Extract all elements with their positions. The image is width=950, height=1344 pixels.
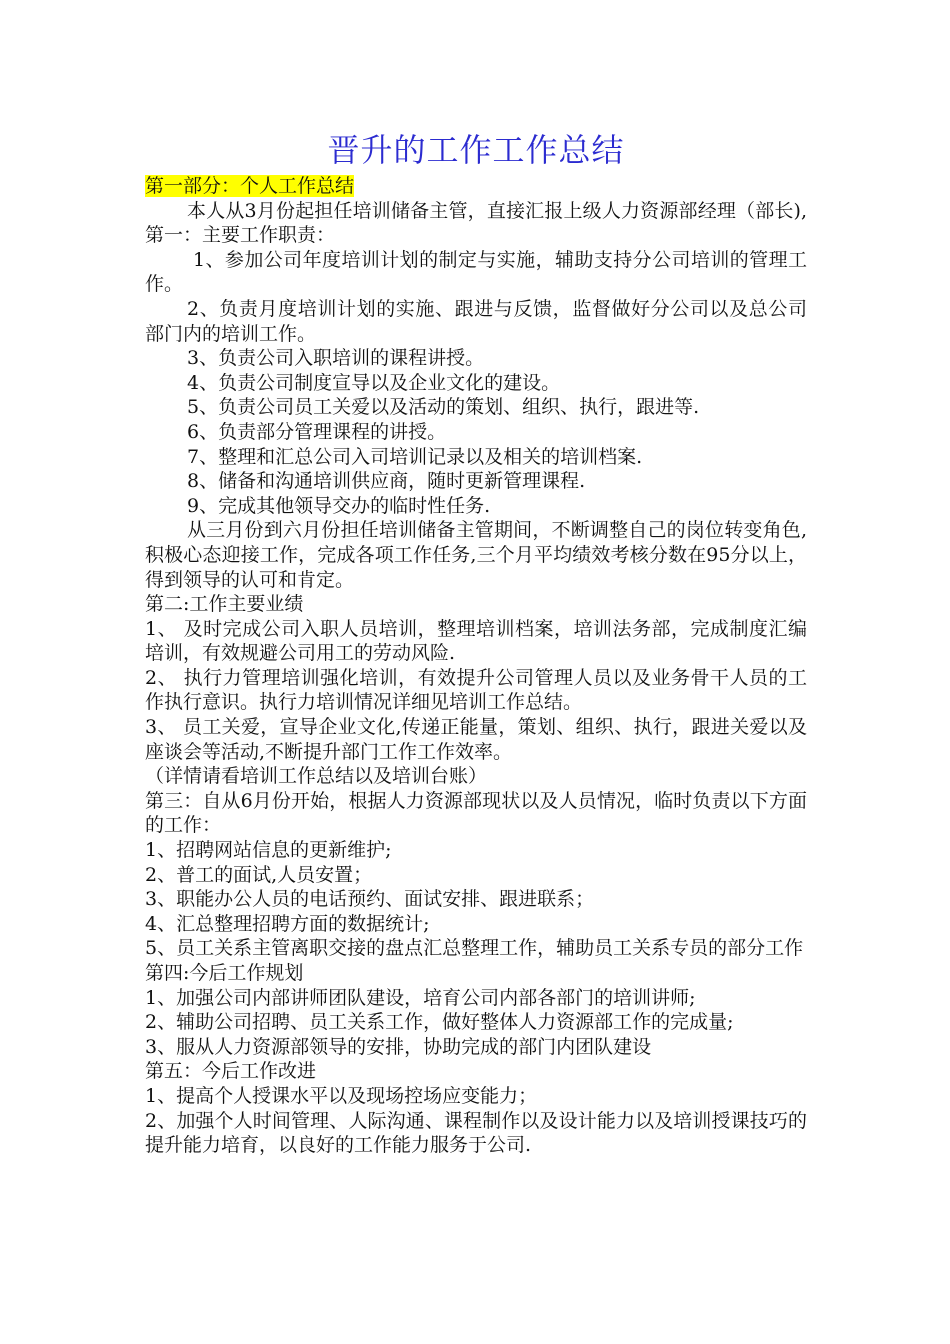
document-title: 晋升的工作工作总结: [327, 131, 625, 169]
achievement-item: 1、 及时完成公司入职人员培训，整理培训档案，培训法务部，完成制度汇编培训，有效规避公司用工的劳动风险.: [145, 617, 807, 665]
part1-heading: [145, 174, 807, 199]
part3-heading: 第三：自从6月份开始，根据人力资源部现状以及人员情况，临时负责以下方面的工作：: [145, 789, 807, 837]
plan-item: 3、服从人力资源部领导的安排，协助完成的部门内团队建设: [145, 1035, 652, 1058]
temp-duty-item: 2、普工的面试,人员安置；: [145, 863, 373, 886]
duty-item: 6、负责部分管理课程的讲授。: [187, 420, 447, 443]
duty-item: 8、储备和沟通培训供应商，随时更新管理课程.: [187, 470, 586, 493]
duty-item: 5、负责公司员工关爱以及活动的策划、组织、执行，跟进等.: [187, 396, 700, 419]
achievement-note: （详情请看培训工作总结以及培训台账）: [145, 765, 488, 788]
part1-summary: 从三月份到六月份担任培训储备主管期间，不断调整自己的岗位转变角色,积极心态迎接工作，完成各项工作任务,三个月平均绩效考核分数在95分以上，得到领导的认可和肯定。: [145, 519, 807, 591]
duty-item: 2、负责月度培训计划的实施、跟进与反馈，监督做好分公司以及总公司部门内的培训工作。: [145, 297, 807, 345]
part5-heading: 第五：今后工作改进: [145, 1060, 317, 1083]
improvement-item: 2、加强个人时间管理、人际沟通、课程制作以及设计能力以及培训授课技巧的提升能力培育，以良好的工作能力服务于公司.: [145, 1109, 807, 1157]
achievement-item: 3、 员工关爱，宣导企业文化,传递正能量，策划、组织、执行，跟进关爱以及座谈会等活动,不断提升部门工作工作效率。: [145, 716, 807, 763]
duty-item: 7、整理和汇总公司入司培训记录以及相关的培训档案.: [187, 445, 643, 468]
document-page: [145, 128, 807, 1158]
plan-item: 2、辅助公司招聘、员工关系工作，做好整体人力资源部工作的完成量;: [145, 1011, 734, 1034]
part1-intro: 本人从3月份起担任培训储备主管，直接汇报上级人力资源部经理（部长),第一：主要工作职责：: [145, 199, 807, 247]
temp-duty-item: 3、职能办公人员的电话预约、面试安排、跟进联系；: [145, 888, 595, 911]
plan-item: 1、加强公司内部讲师团队建设，培育公司内部各部门的培训讲师;: [145, 986, 696, 1009]
duty-item: 4、负责公司制度宣导以及企业文化的建设。: [187, 371, 561, 394]
improvement-item: 1、提高个人授课水平以及现场控场应变能力；: [145, 1084, 538, 1107]
temp-duty-item: 4、汇总整理招聘方面的数据统计;: [145, 912, 430, 935]
duty-item: 3、负责公司入职培训的课程讲授。: [187, 347, 485, 370]
part2-heading: 第二:工作主要业绩: [145, 593, 304, 616]
temp-duty-item: 1、招聘网站信息的更新维护;: [145, 839, 392, 862]
duty-item: 1、参加公司年度培训计划的制定与实施，辅助支持分公司培训的管理工作。: [145, 248, 807, 296]
part4-heading: 第四:今后工作规划: [145, 962, 304, 984]
duty-item: 9、完成其他领导交办的临时性任务.: [187, 494, 491, 517]
achievement-item: 2、 执行力管理培训强化培训，有效提升公司管理人员以及业务骨干人员的工作执行意识。执行力培训情况详细见培训工作总结。: [145, 666, 807, 714]
temp-duty-item: 5、员工关系主管离职交接的盘点汇总整理工作，辅助员工关系专员的部分工作: [145, 937, 804, 960]
part1-heading-highlight: 第一部分：个人工作总结: [145, 175, 355, 197]
